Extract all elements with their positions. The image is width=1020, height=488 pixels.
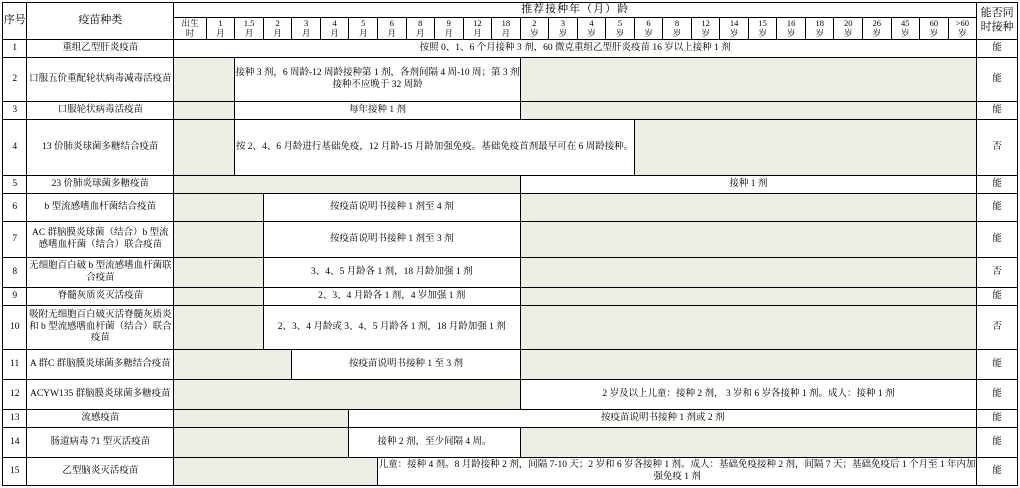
row-seq: 3 — [3, 102, 27, 120]
row-schedule-note: 按疫苗说明书接种 1 剂或 2 剂 — [349, 410, 977, 428]
row-schedule-note: 2、3、4 月龄或 3、4、5 月龄各 1 剂，18 月龄加强 1 剂 — [263, 306, 520, 350]
header-age-16: 6 岁 — [634, 17, 663, 39]
row-vaccine-name: 流感疫苗 — [27, 410, 174, 428]
header-age-27: >60 岁 — [948, 17, 977, 39]
row-seq: 12 — [3, 380, 27, 410]
row-seq: 8 — [3, 258, 27, 288]
header-age-4: 3 月 — [292, 17, 321, 39]
row-schedule-note: 按 2、4、6 月龄进行基础免疫，12 月龄-15 月龄加强免疫。基础免疫首剂最早可在 6 周龄接种。 — [235, 120, 634, 176]
header-age-26: 60 岁 — [920, 17, 949, 39]
header-age-6: 5 月 — [349, 17, 378, 39]
row-age-gap-right — [520, 288, 977, 306]
header-seq: 序号 — [3, 3, 27, 40]
row-age-gap-left — [174, 458, 378, 486]
row-simultaneous-flag: 能 — [977, 410, 1018, 428]
row-age-gap-right — [634, 120, 976, 176]
header-age-0: 出生 时 — [174, 17, 207, 39]
row-age-gap-left — [174, 258, 264, 288]
header-age-24: 26 岁 — [863, 17, 892, 39]
table-header — [3, 3, 1018, 40]
row-simultaneous-flag: 能 — [977, 102, 1018, 120]
header-age-11: 18 月 — [492, 17, 521, 39]
row-age-gap-right — [520, 58, 977, 102]
row-schedule-note: 按疫苗说明书接种 1 至 3 剂 — [292, 350, 520, 380]
table-row — [3, 194, 1018, 222]
row-vaccine-name: 重组乙型肝炎疫苗 — [27, 40, 174, 58]
row-age-gap-left — [174, 350, 292, 380]
table-row — [3, 58, 1018, 102]
table-row — [3, 410, 1018, 428]
row-schedule-note: 2、3、4 月龄各 1 剂，4 岁加强 1 剂 — [263, 288, 520, 306]
header-age-12: 2 岁 — [520, 17, 549, 39]
row-vaccine-name: b 型流感嗜血杆菌结合疫苗 — [27, 194, 174, 222]
header-age-17: 8 岁 — [663, 17, 692, 39]
row-age-gap-right — [520, 258, 977, 288]
row-seq: 13 — [3, 410, 27, 428]
table-row — [3, 40, 1018, 58]
table-row — [3, 428, 1018, 458]
row-age-gap-right — [520, 102, 977, 120]
table-row — [3, 350, 1018, 380]
header-age-21: 16 岁 — [777, 17, 806, 39]
table-body — [3, 40, 1018, 486]
row-vaccine-name: 13 价肺炎球菌多糖结合疫苗 — [27, 120, 174, 176]
header-age-22: 18 岁 — [805, 17, 834, 39]
row-age-gap-right — [520, 350, 977, 380]
header-age-23: 20 岁 — [834, 17, 863, 39]
row-age-gap-left — [174, 380, 520, 410]
header-age-5: 4 月 — [320, 17, 349, 39]
row-schedule-note: 按照 0、1、6 个月接种 3 剂，60 微克重组乙型肝炎疫苗 16 岁以上接种 1 剂 — [174, 40, 977, 58]
row-age-gap-left — [174, 120, 235, 176]
header-age-8: 8 月 — [406, 17, 435, 39]
row-age-gap-left — [174, 222, 264, 258]
header-age-2: 1.5 月 — [235, 17, 264, 39]
header-ages-title: 推荐接种年（月）龄 — [174, 3, 977, 18]
row-seq: 9 — [3, 288, 27, 306]
row-schedule-note: 2 岁及以上儿童：接种 2 剂， 3 岁和 6 岁各接种 1 剂。成人：接种 1 剂 — [520, 380, 977, 410]
row-simultaneous-flag: 能 — [977, 176, 1018, 194]
row-simultaneous-flag: 能 — [977, 458, 1018, 486]
row-simultaneous-flag: 否 — [977, 306, 1018, 350]
header-age-14: 4 岁 — [577, 17, 606, 39]
row-seq: 5 — [3, 176, 27, 194]
row-vaccine-name: 脊髓灰质炎灭活疫苗 — [27, 288, 174, 306]
row-simultaneous-flag: 能 — [977, 350, 1018, 380]
header-age-3: 2 月 — [263, 17, 292, 39]
row-schedule-note: 接种 1 剂 — [520, 176, 977, 194]
row-vaccine-name: 口服五价重配轮状病毒减毒活疫苗 — [27, 58, 174, 102]
header-age-9: 9 月 — [435, 17, 464, 39]
header-simultaneous: 能否同时接种 — [977, 3, 1018, 40]
row-schedule-note: 接种 3 剂，6 周龄-12 周龄接种第 1 剂，各剂间隔 4 周-10 周；第 3 剂接种不应晚于 32 周龄 — [235, 58, 520, 102]
row-simultaneous-flag: 能 — [977, 288, 1018, 306]
row-seq: 2 — [3, 58, 27, 102]
row-seq: 10 — [3, 306, 27, 350]
row-age-gap-left — [174, 58, 235, 102]
row-simultaneous-flag: 能 — [977, 194, 1018, 222]
row-simultaneous-flag: 否 — [977, 258, 1018, 288]
row-age-gap-right — [520, 428, 977, 458]
row-vaccine-name: ACYW135 群脑膜炎球菌多糖疫苗 — [27, 380, 174, 410]
row-age-gap-left — [174, 194, 264, 222]
table-row — [3, 120, 1018, 176]
row-schedule-note: 儿童：接种 4 剂。8 月龄接种 2 剂，间隔 7-10 天；2 岁和 6 岁各接种 1 剂。成人：基础免疫接种 2 剂，间隔 7 天；基础免疫后 1 个月至 1 年内加强免疫 1 剂 — [377, 458, 976, 486]
header-age-13: 3 岁 — [549, 17, 578, 39]
header-age-15: 5 岁 — [606, 17, 635, 39]
row-schedule-note: 接种 2 剂，至少间隔 4 周。 — [349, 428, 520, 458]
row-simultaneous-flag: 否 — [977, 120, 1018, 176]
row-simultaneous-flag: 能 — [977, 428, 1018, 458]
row-vaccine-name: 23 价肺炎球菌多糖疫苗 — [27, 176, 174, 194]
row-seq: 14 — [3, 428, 27, 458]
row-seq: 11 — [3, 350, 27, 380]
row-age-gap-left — [174, 306, 264, 350]
row-seq: 7 — [3, 222, 27, 258]
header-age-18: 12 岁 — [691, 17, 720, 39]
table-row — [3, 306, 1018, 350]
row-vaccine-name: A 群C 群脑膜炎球菌多糖结合疫苗 — [27, 350, 174, 380]
row-age-gap-left — [174, 102, 235, 120]
header-age-7: 6 月 — [377, 17, 406, 39]
row-seq: 6 — [3, 194, 27, 222]
row-age-gap-left — [174, 176, 520, 194]
vaccination-schedule-table — [2, 2, 1018, 486]
row-schedule-note: 3、4、5 月龄各 1 剂，18 月龄加强 1 剂 — [263, 258, 520, 288]
row-vaccine-name: 乙型脑炎灭活疫苗 — [27, 458, 174, 486]
row-vaccine-name: 无细胞百白破 b 型流感嗜血杆菌联合疫苗 — [27, 258, 174, 288]
row-vaccine-name: 口服轮状病毒活疫苗 — [27, 102, 174, 120]
row-seq: 15 — [3, 458, 27, 486]
row-age-gap-right — [520, 222, 977, 258]
row-simultaneous-flag: 能 — [977, 40, 1018, 58]
row-schedule-note: 按疫苗说明书接种 1 剂至 4 剂 — [263, 194, 520, 222]
header-age-19: 14 岁 — [720, 17, 749, 39]
row-simultaneous-flag: 能 — [977, 380, 1018, 410]
row-age-gap-left — [174, 288, 264, 306]
header-row-top — [3, 3, 1018, 18]
row-simultaneous-flag: 能 — [977, 222, 1018, 258]
table-row — [3, 380, 1018, 410]
row-age-gap-left — [174, 428, 349, 458]
row-vaccine-name: 肠道病毒 71 型灭活疫苗 — [27, 428, 174, 458]
table-row — [3, 102, 1018, 120]
row-seq: 4 — [3, 120, 27, 176]
table-row — [3, 458, 1018, 486]
row-age-gap-right — [520, 306, 977, 350]
header-age-25: 45 岁 — [891, 17, 920, 39]
row-vaccine-name: AC 群脑膜炎球菌（结合）b 型流感嗜血杆菌（结合）联合疫苗 — [27, 222, 174, 258]
row-seq: 1 — [3, 40, 27, 58]
header-age-20: 15 岁 — [748, 17, 777, 39]
table-row — [3, 176, 1018, 194]
row-age-gap-left — [174, 410, 349, 428]
row-simultaneous-flag: 能 — [977, 58, 1018, 102]
header-age-1: 1 月 — [206, 17, 235, 39]
row-schedule-note: 每年接种 1 剂 — [235, 102, 520, 120]
header-vaccine: 疫苗种类 — [27, 3, 174, 40]
table-row — [3, 288, 1018, 306]
row-schedule-note: 按疫苗说明书接种 1 剂至 3 剂 — [263, 222, 520, 258]
row-age-gap-right — [520, 194, 977, 222]
row-vaccine-name: 吸附无细胞百白破灭活脊髓灰质炎和 b 型流感嗜血杆菌（结合）联合疫苗 — [27, 306, 174, 350]
header-age-10: 12 月 — [463, 17, 492, 39]
table-row — [3, 222, 1018, 258]
table-row — [3, 258, 1018, 288]
